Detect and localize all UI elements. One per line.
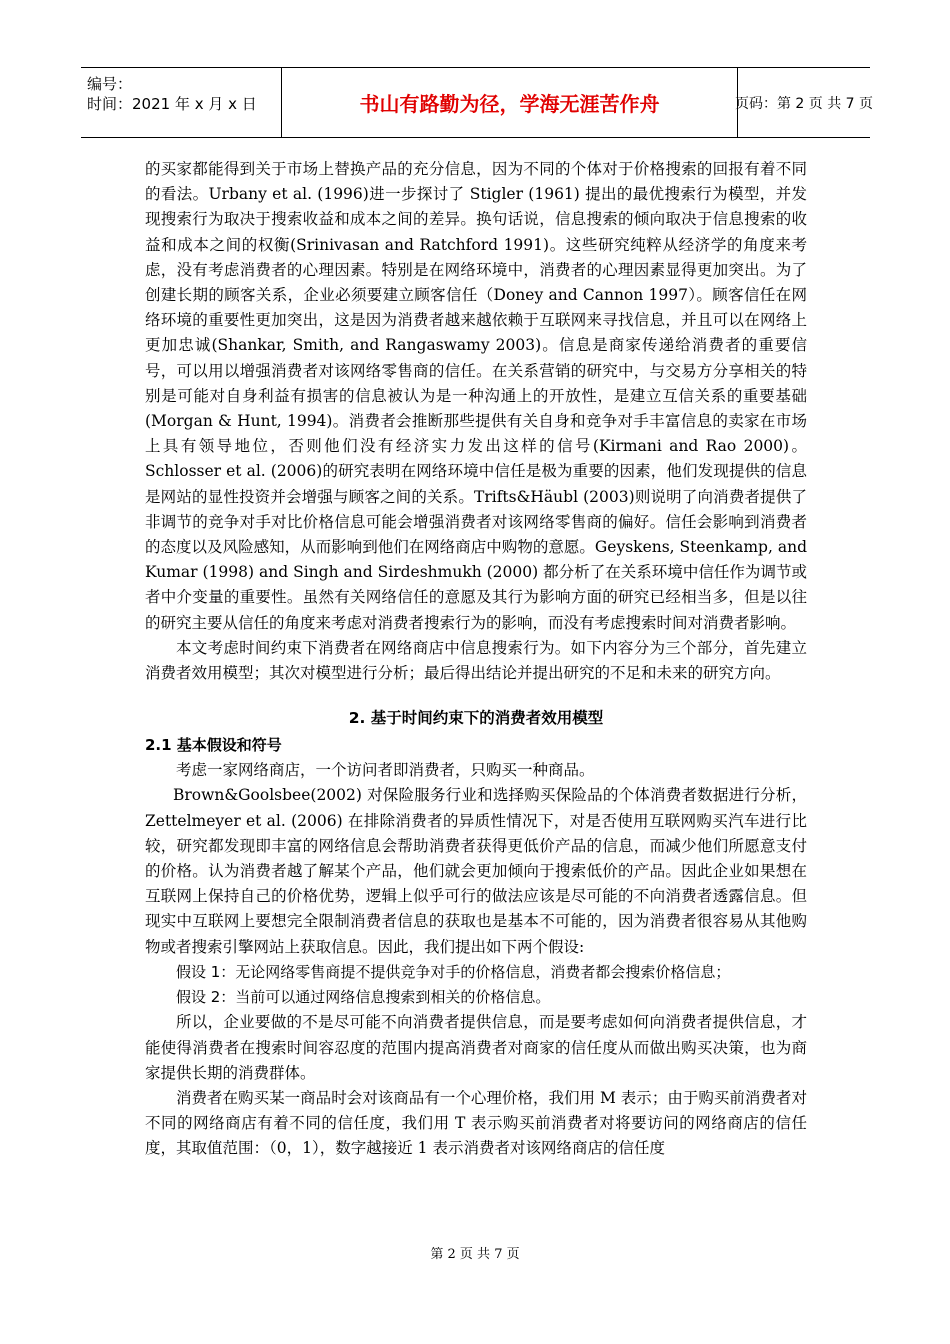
paragraph: 本文考虑时间约束下消费者在网络商店中信息搜索行为。如下内容分为三个部分，首先建立消费者效用模型；其次对模型进行分析；最后得出结论并提出研究的不足和未来的研究方向。 [145, 638, 807, 683]
paragraph: 考虑一家网络商店，一个访问者即消费者，只购买一种商品。 [176, 761, 595, 780]
header-meta-cell [81, 68, 282, 137]
document-body [145, 157, 807, 1162]
header-page-info: 页码：第 2 页 共 7 页 [734, 95, 874, 112]
paragraph: Brown&Goolsbee(2002) 对保险服务行业和选择购买保险品的个体消费者数据进行分析，Zettelmeyer et al. (2006) 在排除消费者的异质性情况下，对是否使用互联网购买汽车进行比较，研究都发现即丰富的网络信息会帮助消费者获得更低价产品的信息，而减少他们所愿意支付的价格。认为消费者越了解某个产品，他们就会更加倾向于搜索低价的产品。因此企业如果想在互联网上保持自己的价格优势，逻辑上似乎可行的做法应该是尽可能的不向消费者透露信息。但现实中互联网上要想完全限制消费者信息的获取也是基本不可能的，因为消费者很容易从其他购物或者搜索引擎网站上获取信息。因此，我们提出如下两个假设: [145, 786, 807, 956]
paragraph: 所以，企业要做的不是尽可能不向消费者提供信息，而是要考虑如何向消费者提供信息，才能使得消费者在搜索时间容忍度的范围内提高消费者对商家的信任度从而做出购买决策，也为商家提供长期的消费群体。 [145, 1013, 807, 1082]
hypothesis-2: 假设 2：当前可以通过网络信息搜索到相关的价格信息。 [176, 988, 551, 1007]
page-footer: 第 2 页 共 7 页 [430, 1247, 520, 1262]
paragraph: 的买家都能得到关于市场上替换产品的充分信息，因为不同的个体对于价格搜索的回报有着不同的看法。Urbany et al. (1996)进一步探讨了 Stigler (1961) 提出的最优搜索行为模型，并发现搜索行为取决于搜索收益和成本之间的差异。换句话说，信息搜索的倾向取决于信息搜索的收益和成本之间的权衡(Srinivasan and Ratchford 1991)。这些研究纯粹从经济学的角度来考虑，没有考虑消费者的心理因素。特别是在网络环境中，消费者的心理因素显得更加突出。为了创建长期的顾客关系，企业必须要建立顾客信任（Doney and Cannon 1997）。顾客信任在网络环境的重要性更加突出，这是因为消费者越来越依赖于互联网来寻找信息，并且可以在网络上更加忠诚(Shankar, Smith, and Rangaswamy 2003)。信息是商家传递给消费者的重要信号，可以用以增强消费者对该网络零售商的信任。在关系营销的研究中，与交易方分享相关的特别是可能对自身利益有损害的信息被认为是一种沟通上的开放性，是建立互信关系的重要基础(Morgan & Hunt, 1994)。消费者会推断那些提供有关自身和竞争对手丰富信息的卖家在市场上具有领导地位，否则他们没有经济实力发出这样的信号(Kirmani and Rao 2000)。Schlosser et al. (2006)的研究表明在网络环境中信任是极为重要的因素，他们发现提供的信息是网站的显性投资并会增强与顾客之间的关系。Trifts&Häubl (2003)则说明了向消费者提供了非调节的竞争对手对比价格信息可能会增强消费者对该网络零售商的偏好。信任会影响到消费者的态度以及风险感知，从而影响到他们在网络商店中购物的意愿。Geyskens, Steenkamp, and Kumar (1998) and Singh and Sirdeshmukh (2000) 都分析了在关系环境中信任作为调节或者中介变量的重要性。虽然有关网络信任的意愿及其行为影响方面的研究已经相当多，但是以往的研究主要从信任的角度来考虑对消费者搜索行为的影响，而没有考虑搜索时间对消费者影响。 [145, 160, 807, 632]
hypothesis-1: 假设 1：无论网络零售商提不提供竞争对手的价格信息，消费者都会搜索价格信息； [176, 962, 731, 981]
paragraph: 消费者在购买某一商品时会对该商品有一个心理价格，我们用 M 表示；由于购买前消费者对不同的网络商店有着不同的信任度，我们用 T 表示购买前消费者对将要访问的网络商店的信任度，其取值范围：（0，1），数字越接近 1 表示消费者对该网络商店的信任度 [145, 1088, 807, 1158]
subsection-heading: 2.1 基本假设和符号 [145, 736, 282, 755]
page-header [81, 67, 874, 138]
section-heading: 2. 基于时间约束下的消费者效用模型 [348, 709, 604, 728]
header-motto: 书山有路勤为径，学海无涯苦作舟 [282, 68, 738, 137]
document-date-label: 时间：2021 年 x 月 x 日 [87, 95, 257, 113]
document-number-label: 编号： [87, 75, 133, 93]
